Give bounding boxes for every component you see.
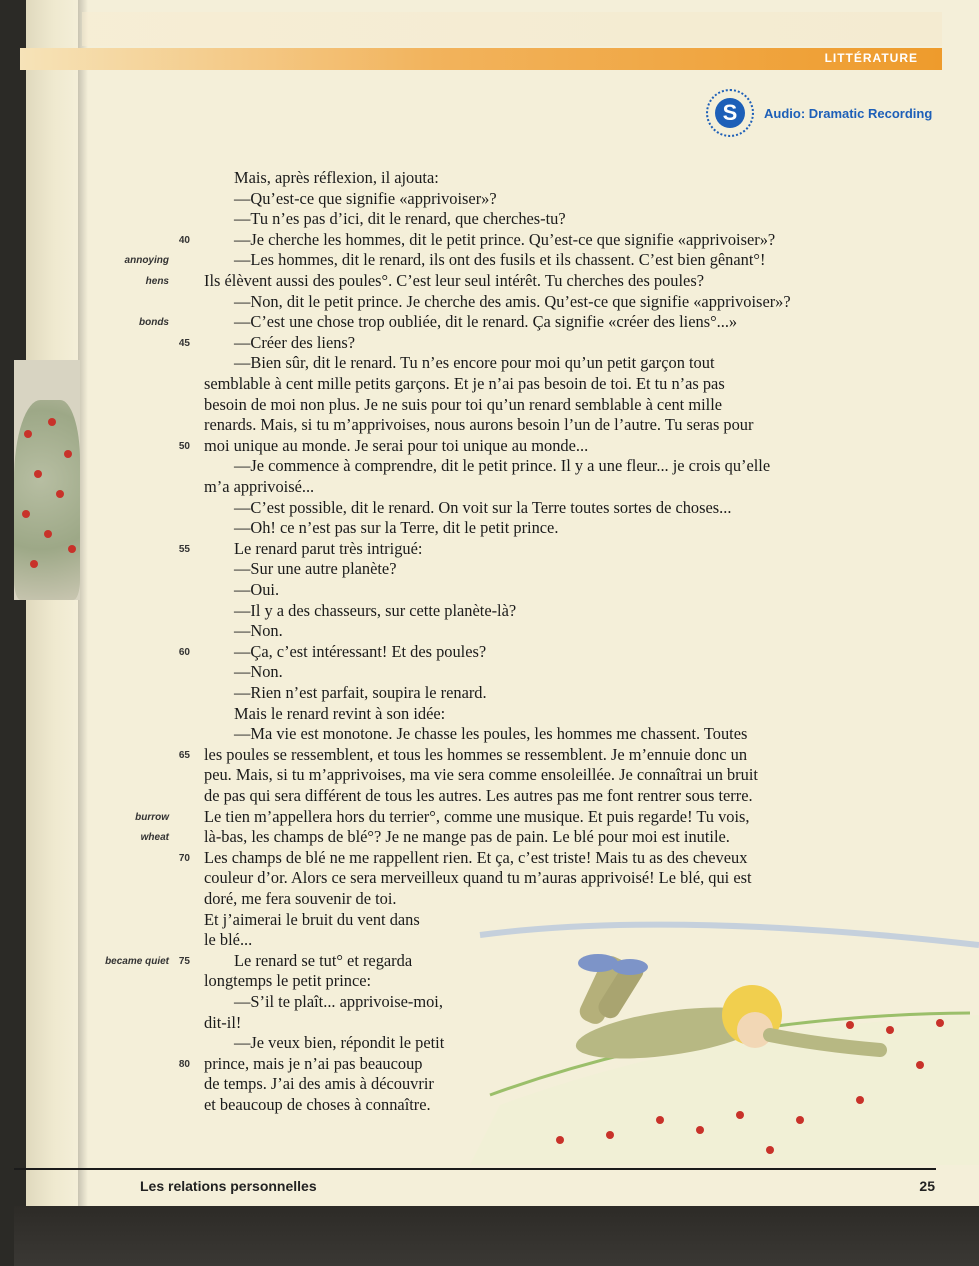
margin-gloss: annoying: [124, 255, 169, 267]
section-banner: [20, 48, 942, 70]
text-line: Ils élèvent aussi des poules°. C’est leur seul intérêt. Tu cherches des poules?: [204, 271, 704, 290]
line-number: 70: [178, 852, 190, 864]
margin-gloss: became quiet: [105, 955, 169, 967]
text-line: —Je veux bien, répondit le petit: [234, 1033, 445, 1053]
text-line: —Tu n’es pas d’ici, dit le renard, que cherches-tu?: [234, 209, 566, 229]
audio-icon[interactable]: [706, 89, 754, 137]
margin-gloss: wheat: [140, 832, 169, 844]
rose-bush-image: [14, 400, 80, 600]
text-line: —Non.: [234, 662, 283, 682]
margin-gloss: burrow: [135, 811, 169, 823]
line-number: 50: [178, 440, 190, 452]
margin-gloss: bonds: [139, 317, 169, 329]
text-line: —C’est possible, dit le renard. On voit sur la Terre toutes sortes de choses...: [234, 497, 732, 517]
scan-bottom-edge: [14, 1206, 979, 1266]
little-prince-illustration: [470, 905, 979, 1165]
line-number: 45: [178, 337, 190, 349]
text-line: Mais, après réflexion, il ajouta:: [234, 168, 439, 187]
line-number: 60: [178, 646, 190, 658]
text-line: Le renard parut très intrigué:: [234, 538, 423, 558]
line-number: 75: [178, 955, 190, 967]
text-line: longtemps le petit prince:: [204, 971, 372, 991]
line-number: 55: [178, 543, 190, 555]
text-line: m’a apprivoisé...: [204, 477, 315, 496]
page-fold-shadow: [78, 0, 88, 1266]
text-line: Les champs de blé ne me rappellent rien. Et ça, c’est triste! Mais tu as des cheveux: [204, 847, 748, 867]
text-line: là-bas, les champs de blé°? Je ne mange pas de pain. Le blé pour moi est inutile.: [204, 827, 730, 847]
text-line: Mais le renard revint à son idée:: [234, 703, 446, 723]
text-line: les poules se ressemblent, et tous les hommes se ressemblent. Je m’ennuie donc un: [204, 744, 748, 764]
rose-dot: [24, 430, 32, 438]
left-margin-illustration: [14, 360, 80, 600]
text-line: —Ma vie est monotone. Je chasse les poules, les hommes me chassent. Toutes: [234, 724, 748, 744]
text-line: —Rien n’est parfait, soupira le renard.: [234, 683, 487, 702]
text-line: peu. Mais, si tu m’apprivoises, ma vie sera comme ensoleillée. Je connaîtrai un bruit: [204, 765, 758, 785]
text-line: besoin de moi non plus. Je ne suis pour toi qu’un renard semblable à cent mille: [204, 394, 723, 414]
text-line: Et j’aimerai le bruit du vent dans: [204, 909, 420, 929]
text-line: prince, mais je n’ai pas beaucoup: [204, 1053, 423, 1073]
rose-dot: [64, 450, 72, 458]
text-line: —Ça, c’est intéressant! Et des poules?: [234, 641, 487, 661]
rose-dot: [56, 490, 64, 498]
text-line: moi unique au monde. Je serai pour toi unique au monde...: [204, 435, 589, 455]
text-line: Le renard se tut° et regarda: [234, 950, 413, 970]
text-line: de pas qui sera différent de tous les autres. Les autres pas me font rentrer sous terre.: [204, 786, 753, 805]
line-number: 40: [178, 234, 190, 246]
text-line: de temps. J’ai des amis à découvrir: [204, 1074, 434, 1094]
book-spine: [0, 0, 26, 1266]
text-line: Le tien m’appellera hors du terrier°, comme une musique. Et puis regarde! Tu vois,: [204, 806, 750, 826]
footer-chapter-title: Les relations personnelles: [140, 1178, 317, 1194]
text-line: doré, me fera souvenir de toi.: [204, 889, 397, 908]
text-line: —Non, dit le petit prince. Je cherche des amis. Qu’est-ce que signifie «apprivoiser»?: [234, 291, 791, 311]
text-line: —Je cherche les hommes, dit le petit prince. Qu’est-ce que signifie «apprivoiser»?: [234, 229, 776, 249]
text-line: —C’est une chose trop oubliée, dit le renard. Ça signifie «créer des liens°...»: [234, 312, 738, 332]
text-line: —Les hommes, dit le renard, ils ont des fusils et ils chassent. C’est bien gênant°!: [234, 250, 766, 270]
footer-rule: [14, 1168, 936, 1170]
audio-label[interactable]: Audio: Dramatic Recording: [764, 105, 933, 121]
text-line: couleur d’or. Alors ce sera merveilleux quand tu m’auras apprivoisé! Le blé, qui est: [204, 868, 752, 888]
text-line: —Oh! ce n’est pas sur la Terre, dit le petit prince.: [234, 518, 559, 538]
page-number: 25: [919, 1178, 935, 1194]
text-line: le blé...: [204, 930, 253, 950]
text-line: —Qu’est-ce que signifie «apprivoiser»?: [234, 188, 497, 208]
section-label: LITTÉRATURE: [824, 51, 918, 65]
text-line: dit-il!: [204, 1012, 242, 1032]
text-line: —Oui.: [234, 580, 280, 599]
text-line: semblable à cent mille petits garçons. Et je n’ai pas besoin de toi. Et tu n’as pas: [204, 374, 725, 393]
header-shade: [82, 12, 942, 46]
text-line: —Sur une autre planète?: [234, 559, 397, 579]
audio-link[interactable]: [706, 88, 932, 138]
rose-dot: [48, 418, 56, 426]
text-line: renards. Mais, si tu m’apprivoises, nous aurons besoin l’un de l’autre. Tu seras pour: [204, 415, 754, 435]
line-number: 65: [178, 749, 190, 761]
audio-badge-letter: S: [715, 98, 745, 128]
rose-dot: [34, 470, 42, 478]
text-line: et beaucoup de choses à connaître.: [204, 1095, 431, 1114]
margin-gloss: hens: [145, 276, 169, 287]
rose-dot: [44, 530, 52, 538]
text-line: —S’il te plaît... apprivoise-moi,: [234, 992, 443, 1011]
rose-dot: [68, 545, 76, 553]
text-line: —Créer des liens?: [234, 332, 356, 352]
text-line: —Il y a des chasseurs, sur cette planète-là?: [234, 600, 517, 620]
text-line: —Bien sûr, dit le renard. Tu n’es encore pour moi qu’un petit garçon tout: [234, 353, 715, 373]
rose-dot: [22, 510, 30, 518]
text-line: —Je commence à comprendre, dit le petit prince. Il y a une fleur... je crois qu’elle: [234, 456, 771, 476]
line-number: 80: [178, 1058, 190, 1070]
text-line: —Non.: [234, 621, 283, 641]
rose-dot: [30, 560, 38, 568]
